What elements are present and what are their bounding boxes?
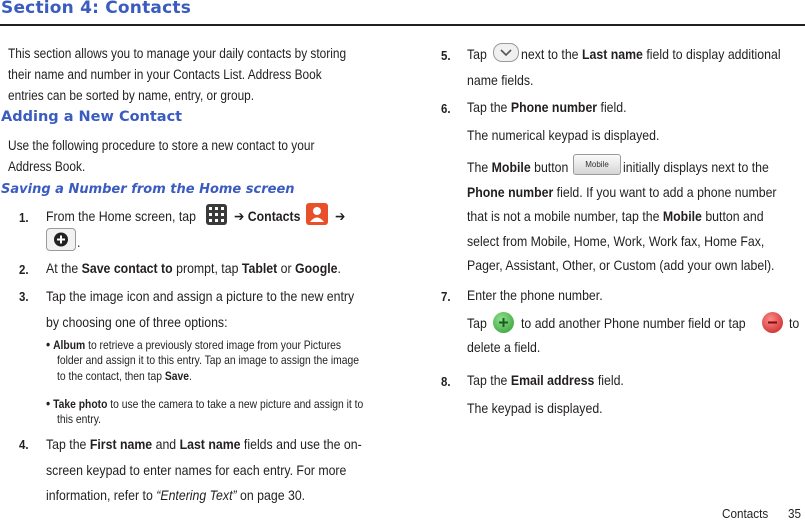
step-number: 3.	[19, 289, 29, 304]
delete-field-icon	[762, 312, 783, 333]
step-4-line: information, refer to “Entering Text” on page 30.	[46, 487, 306, 503]
step-7-mid: to add another Phone number field or tap	[521, 315, 746, 331]
step-5-text-a: Tap	[467, 46, 487, 62]
intro-line: entries can be sorted by name, entry, or group.	[8, 88, 255, 103]
step-4-line: screen keypad to enter names for each entry. For more	[46, 462, 347, 478]
step-3-line: by choosing one of three options:	[46, 314, 228, 330]
add-field-icon	[493, 312, 514, 333]
step-7-line: delete a field.	[467, 339, 541, 355]
step-1-arrow: ➔	[335, 208, 346, 224]
step-4-line: Tap the First name and Last name fields and use the on-	[46, 436, 362, 452]
step-number: 5.	[441, 48, 451, 63]
mobile-button: Mobile	[573, 154, 621, 175]
step-number: 2.	[19, 262, 29, 277]
bullet-album-line: to the contact, then tap Save.	[57, 369, 192, 383]
step-number: 1.	[19, 210, 29, 225]
step-6-para-b: initially displays next to the	[623, 159, 769, 175]
step-6-para-a: The Mobile button	[467, 159, 569, 175]
step-6-line: Pager, Assistant, Other, or Custom (add your own label).	[467, 257, 775, 273]
step-7-text: Enter the phone number.	[467, 287, 603, 303]
bullet-album: • Album to retrieve a previously stored image from your Pictures	[46, 336, 342, 352]
intro-line: their name and number in your Contacts List. Address Book	[8, 67, 322, 82]
step-7-tap: Tap	[467, 315, 487, 331]
page-title: Section 4: Contacts	[1, 0, 192, 18]
step-2-text: At the Save contact to prompt, tap Tablet or Google.	[46, 260, 341, 276]
adding-line: Address Book.	[8, 159, 86, 174]
chevron-down-icon	[493, 43, 519, 62]
title-rule	[0, 24, 805, 26]
step-6-line: Phone number field. If you want to add a phone number	[467, 184, 777, 200]
step-8-text: Tap the Email address field.	[467, 372, 624, 388]
step-6-note: The numerical keypad is displayed.	[467, 127, 660, 143]
step-8-note: The keypad is displayed.	[467, 400, 603, 416]
step-5-text-b: next to the Last name field to display additional	[521, 46, 781, 62]
step-number: 8.	[441, 374, 451, 389]
section-heading: Adding a New Contact	[1, 109, 183, 125]
step-6-text: Tap the Phone number field.	[467, 99, 627, 115]
adding-line: Use the following procedure to store a new contact to your	[8, 138, 315, 153]
step-1-text-a: From the Home screen, tap	[46, 208, 196, 224]
step-7-to: to	[789, 315, 800, 331]
bullet-take-photo: • Take photo to use the camera to take a new picture and assign it to	[46, 395, 364, 411]
step-number: 6.	[441, 101, 451, 116]
step-1-text-b: ➔ Contacts	[234, 208, 301, 224]
contacts-icon	[306, 203, 328, 225]
cross-reference-link[interactable]: “Entering Text”	[156, 487, 237, 503]
step-1-end: .	[77, 234, 81, 250]
step-number: 4.	[19, 437, 29, 452]
step-number: 7.	[441, 289, 451, 304]
subsection-heading: Saving a Number from the Home screen	[1, 182, 295, 197]
bullet-album-line: folder and assign it to this entry. Tap an image to assign the image	[57, 353, 359, 367]
apps-icon	[206, 204, 227, 225]
step-6-line: that is not a mobile number, tap the Mobile button and	[467, 208, 764, 224]
footer-section: Contacts	[722, 506, 769, 521]
intro-line: This section allows you to manage your daily contacts by storing	[8, 46, 347, 61]
page-number: 35	[788, 506, 802, 521]
add-contact-icon	[46, 228, 76, 251]
bullet-take-photo-line: this entry.	[57, 412, 101, 426]
step-6-line: select from Mobile, Home, Work, Work fax, Home Fax,	[467, 233, 765, 249]
step-3-line: Tap the image icon and assign a picture to the new entry	[46, 288, 355, 304]
step-5-line: name fields.	[467, 72, 534, 88]
